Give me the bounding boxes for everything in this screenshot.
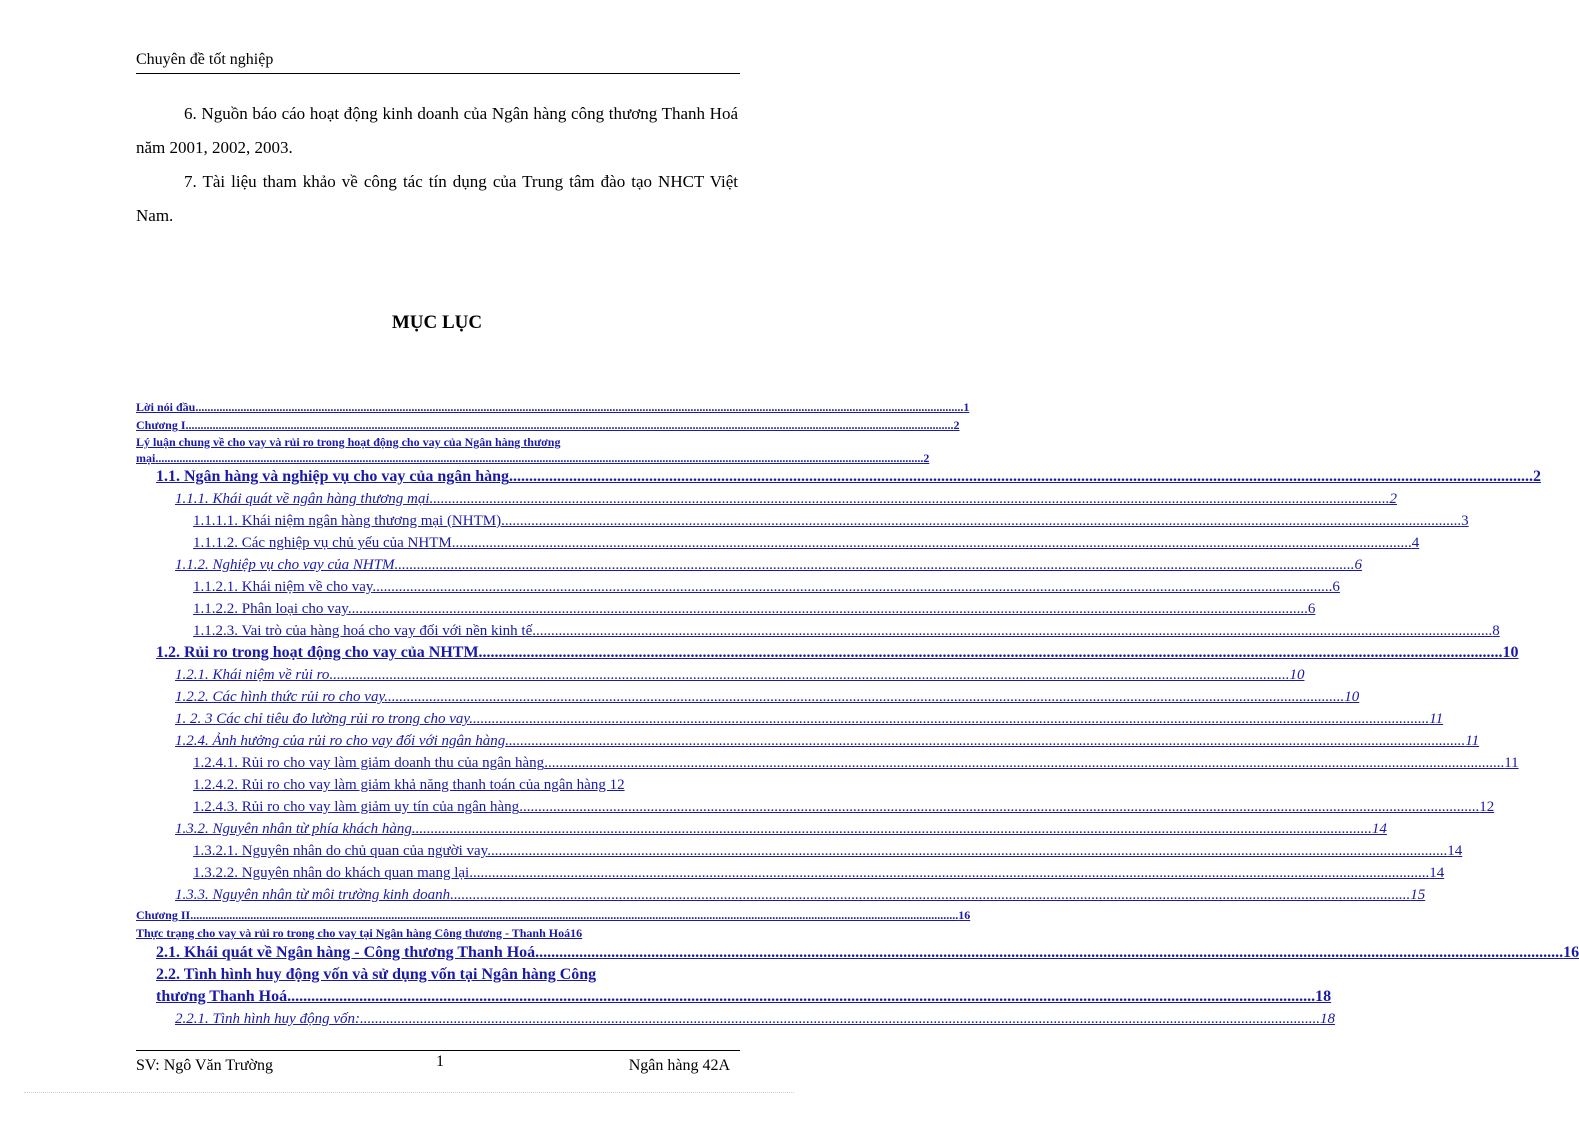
page-number: 1 <box>436 1053 444 1070</box>
toc-entry-1-1-2-2[interactable]: 1.1.2.2. Phân loại cho vay ..... 6 <box>136 598 746 620</box>
footer-author: SV: Ngô Văn Trường <box>136 1057 274 1074</box>
toc-entry-2-2[interactable]: 2.2. Tình hình huy động vốn và sử dụng vốn tại Ngân hàng Công thương Thanh Hoá. ..... 18 <box>136 964 746 1008</box>
footer-class: Ngân hàng 42A <box>628 1057 730 1074</box>
toc-entry-1-1-2[interactable]: 1.1.2. Nghiệp vụ cho vay của NHTM ..... 6 <box>136 554 746 576</box>
toc-entry-1-2[interactable]: 1.2. Rủi ro trong hoạt động cho vay của NHTM ..... 10 <box>136 642 746 664</box>
toc-entry-1-3-2-2[interactable]: 1.3.2.2. Nguyên nhân do khách quan mang lại ..... 14 <box>136 862 746 884</box>
toc-title: MỤC LỤC <box>391 312 483 333</box>
toc-entry-2-1[interactable]: 2.1. Khái quát về Ngân hàng - Công thương Thanh Hoá. ..... 16 <box>136 942 746 964</box>
toc-entry-loi-noi-dau[interactable]: Lời nói đầu ..... 1 <box>136 398 746 416</box>
toc-entry-1-2-4-3[interactable]: 1.2.4.3. Rủi ro cho vay làm giảm uy tín của ngân hàng ..... 12 <box>136 796 746 818</box>
header-text: Chuyên đề tốt nghiệp <box>136 51 274 68</box>
page-footer <box>136 1050 740 1074</box>
toc-entry-1-2-1[interactable]: 1.2.1. Khái niệm về rủi ro ..... 10 <box>136 664 746 686</box>
toc-entry-1-2-4-1[interactable]: 1.2.4.1. Rủi ro cho vay làm giảm doanh thu của ngân hàng ..... 11 <box>136 752 746 774</box>
toc-entry-1-1-1-2[interactable]: 1.1.1.2. Các nghiệp vụ chủ yếu của NHTM ..... 4 <box>136 532 746 554</box>
toc-entry-1-3-3[interactable]: 1.3.3. Nguyên nhân từ môi trường kinh doanh ..... 15 <box>136 884 746 906</box>
toc-entry-thuc-trang[interactable]: Thực trạng cho vay và rủi ro trong cho vay tại Ngân hàng Công thương - Thanh Hoá16 <box>136 926 583 940</box>
toc-entry-1-2-4-2[interactable]: 1.2.4.2. Rủi ro cho vay làm giảm khả năng thanh toán của ngân hàng 12 <box>193 777 625 793</box>
toc-entry-chuong-2[interactable]: Chương II ..... 16 <box>136 906 746 924</box>
toc-entry-1-2-2[interactable]: 1.2.2. Các hình thức rủi ro cho vay ..... 10 <box>136 686 746 708</box>
toc-entry-1-3-2-1[interactable]: 1.3.2.1. Nguyên nhân do chủ quan của người vay ..... 14 <box>136 840 746 862</box>
page-bottom-divider <box>24 1092 794 1093</box>
paragraph-7: 7. Tài liệu tham khảo về công tác tín dụng của Trung tâm đào tạo NHCT Việt Nam. <box>136 172 738 225</box>
page-header <box>136 51 740 74</box>
toc-entry-1-1[interactable]: 1.1. Ngân hàng và nghiệp vụ cho vay của ngân hàng ..... 2 <box>136 466 746 488</box>
toc-entry-chuong-1[interactable]: Chương I ..... 2 <box>136 416 746 434</box>
toc-entry-1-3-2[interactable]: 1.3.2. Nguyên nhân từ phía khách hàng ..... 14 <box>136 818 746 840</box>
toc-entry-ly-luan-chung[interactable]: Lý luận chung về cho vay và rủi ro trong hoạt động cho vay của Ngân hàng thương mại ..... 2 <box>136 434 746 466</box>
toc-entry-2-2-1[interactable]: 2.2.1. Tình hình huy động vốn: ..... 18 <box>136 1008 746 1030</box>
toc-entry-1-1-2-3[interactable]: 1.1.2.3. Vai trò của hàng hoá cho vay đối với nền kinh tế ..... 8 <box>136 620 746 642</box>
toc-entry-1-1-2-1[interactable]: 1.1.2.1. Khái niệm về cho vay ..... 6 <box>136 576 746 598</box>
toc-entry-1-2-4[interactable]: 1.2.4. Ảnh hưởng của rủi ro cho vay đối với ngân hàng ..... 11 <box>136 730 746 752</box>
toc-entry-1-1-1[interactable]: 1.1.1. Khái quát về ngân hàng thương mại ..... 2 <box>136 488 746 510</box>
toc-entry-1-2-3[interactable]: 1. 2. 3 Các chỉ tiêu đo lường rủi ro trong cho vay ..... 11 <box>136 708 746 730</box>
table-of-contents <box>136 398 1579 1030</box>
paragraph-6: 6. Nguồn báo cáo hoạt động kinh doanh của Ngân hàng công thương Thanh Hoá năm 2001, 2002, 2003. <box>136 104 738 157</box>
toc-entry-1-1-1-1[interactable]: 1.1.1.1. Khái niệm ngân hàng thương mại (NHTM) ..... 3 <box>136 510 746 532</box>
